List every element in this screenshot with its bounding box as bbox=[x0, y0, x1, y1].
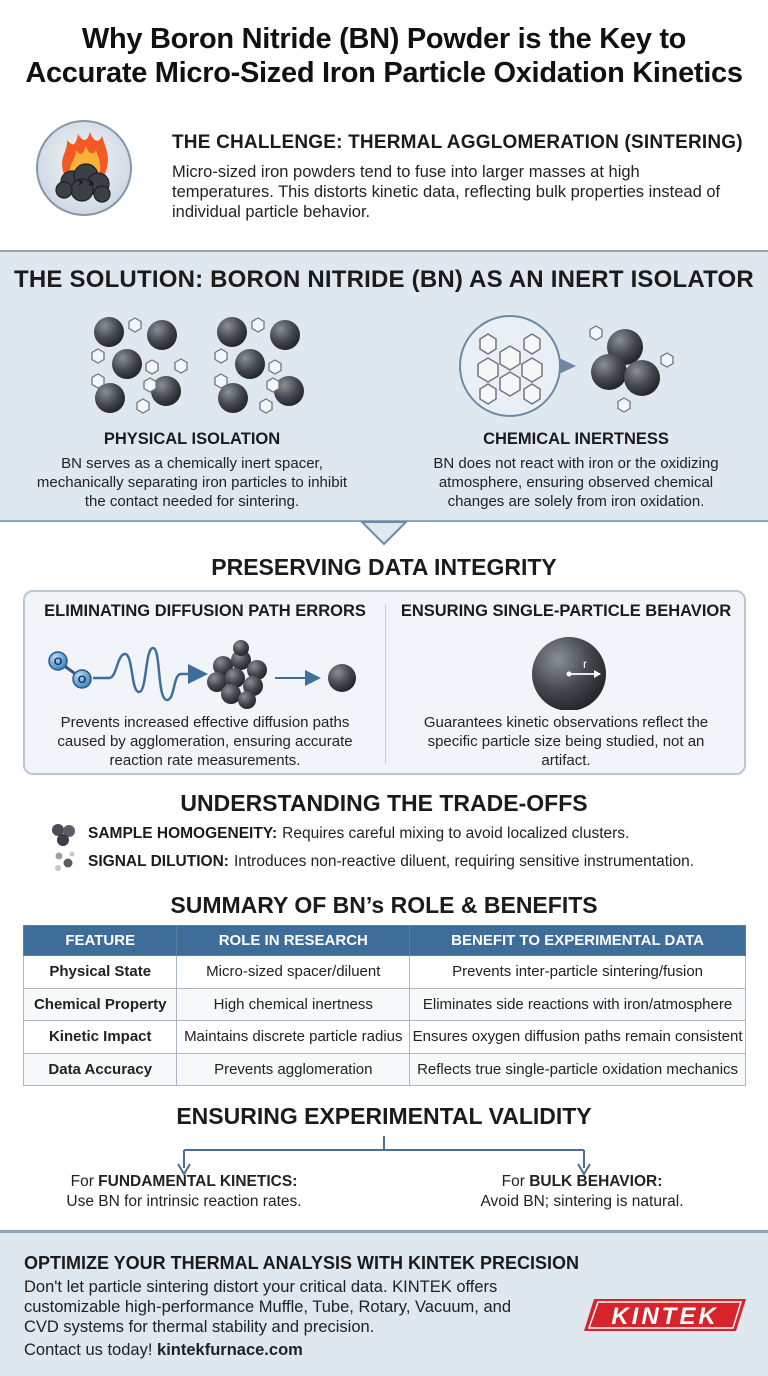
oxygen-atom-label-2: O bbox=[77, 674, 87, 686]
down-arrow-icon bbox=[356, 520, 412, 546]
page-title-line-2: Accurate Micro-Sized Iron Particle Oxidation Kinetics bbox=[25, 57, 743, 89]
tradeoff-label: SAMPLE HOMOGENEITY: bbox=[88, 825, 278, 842]
website-link[interactable]: kintekfurnace.com bbox=[157, 1341, 303, 1359]
page-title-line-1: Why Boron Nitride (BN) Powder is the Key to bbox=[81, 23, 687, 55]
tradeoff-item-dilution bbox=[48, 850, 694, 874]
validity-label: FUNDAMENTAL KINETICS: bbox=[98, 1173, 298, 1190]
contact-prefix: Contact us today! bbox=[24, 1341, 153, 1359]
particle-cluster-icon bbox=[48, 822, 80, 846]
table-row bbox=[24, 988, 746, 1021]
validity-text: Use BN for intrinsic reaction rates. bbox=[66, 1193, 302, 1210]
diffusion-heading: ELIMINATING DIFFUSION PATH ERRORS bbox=[44, 602, 366, 620]
table-cell-benefit: Ensures oxygen diffusion paths remain consistent bbox=[410, 1021, 746, 1054]
table-cell-role: Micro-sized spacer/diluent bbox=[177, 956, 410, 989]
single-particle-text: Guarantees kinetic observations reflect the specific particle size being studied, not an artifact. bbox=[423, 714, 709, 769]
table-cell-role: Maintains discrete particle radius bbox=[177, 1021, 410, 1054]
table-row bbox=[24, 1053, 746, 1086]
cta-footer bbox=[0, 1230, 768, 1376]
summary-table bbox=[23, 925, 746, 1086]
table-cell-benefit: Eliminates side reactions with iron/atmosphere bbox=[410, 988, 746, 1021]
table-row bbox=[24, 1021, 746, 1054]
chemical-inertness-panel bbox=[384, 306, 768, 516]
table-header-row bbox=[24, 926, 746, 956]
kintek-logo[interactable] bbox=[582, 1297, 748, 1333]
branch-arrows-icon bbox=[174, 1136, 594, 1176]
summary-heading: SUMMARY OF BN’s ROLE & BENEFITS bbox=[170, 892, 598, 918]
table-cell-feature: Chemical Property bbox=[24, 988, 177, 1021]
table-cell-feature: Data Accuracy bbox=[24, 1053, 177, 1086]
diffusion-text: Prevents increased effective diffusion paths caused by agglomeration, ensuring accurate reaction rate measurements. bbox=[57, 714, 353, 769]
page-title bbox=[0, 22, 768, 90]
table-cell-role: High chemical inertness bbox=[177, 988, 410, 1021]
burning-agglomerate-icon bbox=[34, 118, 134, 218]
validity-prefix: For bbox=[501, 1173, 525, 1190]
column-header: FEATURE bbox=[24, 926, 177, 956]
challenge-section bbox=[0, 118, 768, 250]
chemical-inertness-heading: CHEMICAL INERTNESS bbox=[483, 430, 669, 448]
footer-text: Don't let particle sintering distort your critical data. KINTEK offers customizable high-performance Muffle, Tube, Rotary, Vacuum, and CVD systems for thermal stability and precision. bbox=[24, 1278, 511, 1336]
physical-isolation-heading: PHYSICAL ISOLATION bbox=[103, 430, 281, 448]
tradeoff-text: Introduces non-reactive diluent, requiring sensitive instrumentation. bbox=[233, 853, 695, 870]
tradeoff-text: Requires careful mixing to avoid localized clusters. bbox=[282, 825, 630, 842]
single-particle-heading: ENSURING SINGLE-PARTICLE BEHAVIOR bbox=[400, 602, 732, 620]
validity-prefix: For bbox=[70, 1173, 94, 1190]
column-header: BENEFIT TO EXPERIMENTAL DATA bbox=[410, 926, 746, 956]
solution-section bbox=[0, 250, 768, 522]
bulk-behavior-recommendation bbox=[432, 1172, 732, 1212]
diffusion-path-icon bbox=[25, 630, 385, 710]
validity-heading: ENSURING EXPERIMENTAL VALIDITY bbox=[176, 1103, 592, 1129]
validity-text: Avoid BN; sintering is natural. bbox=[480, 1193, 684, 1210]
table-row bbox=[24, 956, 746, 989]
fundamental-kinetics-recommendation bbox=[34, 1172, 334, 1212]
footer-heading: OPTIMIZE YOUR THERMAL ANALYSIS WITH KINTEK PRECISION bbox=[24, 1253, 580, 1273]
solution-heading: THE SOLUTION: BORON NITRIDE (BN) AS AN INERT ISOLATOR bbox=[14, 266, 754, 293]
table-cell-feature: Physical State bbox=[24, 956, 177, 989]
logo-text: KINTEK bbox=[611, 1303, 719, 1330]
oxygen-atom-label-1: O bbox=[53, 656, 63, 668]
validity-label: BULK BEHAVIOR: bbox=[529, 1173, 663, 1190]
table-cell-role: Prevents agglomeration bbox=[177, 1053, 410, 1086]
challenge-text: Micro-sized iron powders tend to fuse into larger masses at high temperatures. This distorts kinetic data, reflecting bulk properties instead of individual particle behavior. bbox=[172, 163, 721, 221]
tradeoff-item-homogeneity bbox=[48, 822, 629, 846]
integrity-panel bbox=[23, 590, 746, 775]
diluted-particles-icon bbox=[48, 850, 80, 874]
chemical-inertness-text: BN does not react with iron or the oxidizing atmosphere, ensuring observed chemical changes are solely from iron oxidation. bbox=[433, 455, 719, 510]
radius-label: r bbox=[583, 657, 587, 671]
integrity-heading: PRESERVING DATA INTEGRITY bbox=[211, 554, 557, 580]
physical-isolation-panel bbox=[0, 306, 384, 516]
chemical-inertness-icon bbox=[384, 306, 768, 422]
column-header: ROLE IN RESEARCH bbox=[177, 926, 410, 956]
challenge-heading: THE CHALLENGE: THERMAL AGGLOMERATION (SINTERING) bbox=[172, 132, 743, 153]
physical-isolation-text: BN serves as a chemically inert spacer, mechanically separating iron particles to inhibit the contact needed for sintering. bbox=[36, 455, 348, 510]
table-cell-feature: Kinetic Impact bbox=[24, 1021, 177, 1054]
diffusion-panel bbox=[25, 592, 385, 777]
physical-isolation-icon bbox=[0, 306, 384, 422]
single-particle-icon bbox=[386, 630, 746, 710]
tradeoffs-heading: UNDERSTANDING THE TRADE-OFFS bbox=[180, 790, 588, 816]
single-particle-panel bbox=[386, 592, 746, 777]
table-cell-benefit: Prevents inter-particle sintering/fusion bbox=[410, 956, 746, 989]
contact-line bbox=[24, 1341, 303, 1360]
table-cell-benefit: Reflects true single-particle oxidation mechanics bbox=[410, 1053, 746, 1086]
tradeoff-label: SIGNAL DILUTION: bbox=[88, 853, 229, 870]
